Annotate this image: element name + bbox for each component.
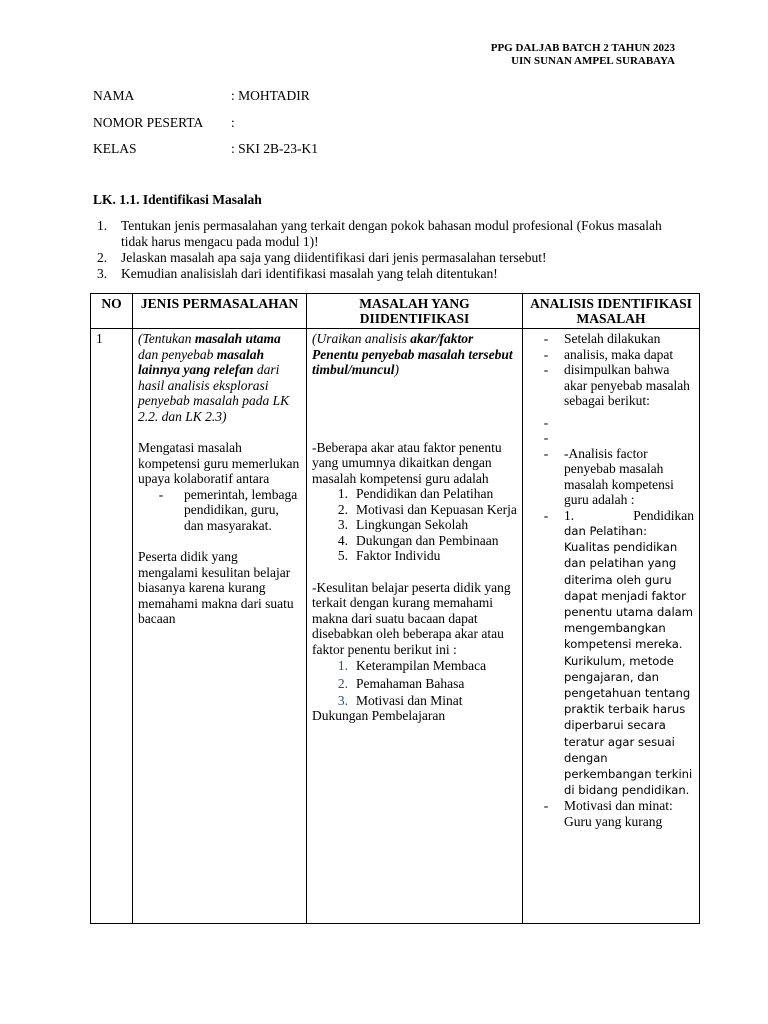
text-span: akar/faktor Penentu penyebab masalah tersebut timbul/muncul <box>312 331 513 377</box>
header-jenis: JENIS PERMASALAHAN <box>133 294 307 329</box>
list-number: 3. <box>337 517 348 532</box>
masalah-paragraph-3: Dukungan Pembelajaran <box>312 707 446 723</box>
list-item: - <box>543 430 549 445</box>
instruction-text: Kemudian analisislah dari identifikasi masalah yang telah ditentukan! <box>121 266 498 281</box>
list-item-text: dan Pelatihan: Kualitas pendidikan dan pelatihan yang diterima oleh guru dapat menjadi faktor penentu utama dalam mengembangkan kompetensi mereka. Kurikulum, metode pengajaran, dan pengetahuan tentang praktik terbaik harus diperbarui secara teratur agar sesuai dengan perkembangan terkini di bidang pendidikan. <box>564 524 694 798</box>
list-item: - Setelah dilakukan <box>543 331 661 346</box>
list-item-head <box>564 508 694 524</box>
list-item <box>312 548 517 564</box>
list-item-text: Keterampilan Membaca <box>356 658 487 673</box>
identity-label: NAMA <box>93 88 135 103</box>
list-item-text: Lingkungan Sekolah <box>356 517 469 532</box>
header-line-2: UIN SUNAN AMPEL SURABAYA <box>511 55 675 67</box>
identification-table <box>90 293 700 924</box>
list-item-text: Pendidikan dan Pelatihan <box>356 486 494 501</box>
header-no: NO <box>91 294 133 329</box>
list-number: 2. <box>337 501 348 517</box>
list-item-text: Motivasi dan Kepuasan Kerja <box>356 501 517 517</box>
header-masalah: MASALAH YANG DIIDENTIFIKASI <box>307 294 523 329</box>
reading-factor-list <box>312 658 517 709</box>
factor-list <box>312 486 517 564</box>
identity-row-nomor <box>93 115 318 142</box>
document-header <box>491 42 675 68</box>
identity-value: : MOHTADIR <box>231 88 310 103</box>
masalah-instruction <box>312 331 517 378</box>
section-title: LK. 1.1. Identifikasi Masalah <box>93 192 262 207</box>
list-item: - Motivasi dan minat: Guru yang kurang <box>528 798 694 829</box>
list-number: 1. <box>337 486 348 501</box>
list-item-text: -Analisis factor penyebab masalah masalah kompetensi guru adalah : <box>564 445 674 507</box>
jenis-sublist <box>138 487 301 534</box>
list-item-text: Motivasi dan minat: Guru yang kurang <box>564 798 673 829</box>
list-item: - 1. Pendidikan dan Pelatihan: Kualitas pendidikan dan pelatihan yang diterima oleh guru dapat menjadi faktor penentu utama dalam mengembangkan kompetensi mereka. Kurikulum, metode pengajaran, dan pengetahuan tentang praktik terbaik harus diperbarui secara teratur agar sesuai dengan perkembangan terkini di bidang pendidikan. <box>543 507 694 798</box>
list-number: 1. <box>564 507 575 523</box>
instruction-number: 3. <box>97 266 108 281</box>
header-line-1: PPG DALJAB BATCH 2 TAHUN 2023 <box>490 42 675 54</box>
masalah-paragraph-1: -Beberapa akar atau faktor penentu yang umumnya dikaitkan dengan masalah kompetensi guru adalah <box>312 439 502 486</box>
list-item <box>312 533 517 549</box>
instruction-item <box>97 218 687 250</box>
list-item <box>312 502 517 518</box>
text-span: (Uraikan analisis <box>312 331 411 346</box>
identity-block <box>93 88 318 168</box>
list-item-text: Setelah dilakukan <box>564 331 661 346</box>
instruction-text: Tentukan jenis permasalahan yang terkait dengan pokok bahasan modul profesional (Fokus masalah tidak harus mengacu pada modul 1)! <box>121 218 662 249</box>
instruction-number: 2. <box>97 250 108 265</box>
header-analisis: ANALISIS IDENTIFIKASI MASALAH <box>523 294 700 329</box>
list-item <box>312 517 517 533</box>
instruction-item <box>97 266 687 282</box>
list-number: 1. <box>337 658 348 673</box>
identity-value: : SKI 2B-23-K1 <box>231 141 318 156</box>
list-item: - <box>543 414 549 430</box>
instruction-list <box>97 218 687 282</box>
jenis-paragraph-2: Peserta didik yang mengalami kesulitan belajar biasanya karena kurang memahami makna dari suatu bacaan <box>138 549 294 626</box>
text-span: dari hasil analisis eksplorasi penyebab masalah pada LK 2.2. dan LK 2.3) <box>138 362 290 424</box>
list-item <box>312 693 517 709</box>
list-item-text: Faktor Individu <box>356 548 441 563</box>
list-item: - pemerintah, lembaga pendidikan, guru, dan masyarakat. <box>138 487 301 534</box>
list-item-text: pemerintah, lembaga pendidikan, guru, dan masyarakat. <box>184 486 298 533</box>
list-item <box>312 658 517 674</box>
jenis-paragraph-1: Mengatasi masalah kompetensi guru memerlukan upaya kolaboratif antara <box>138 440 300 486</box>
list-number: 4. <box>337 532 348 548</box>
identity-value: : <box>231 114 235 130</box>
text-span: (Tentukan <box>138 331 195 346</box>
list-item-text: Dukungan dan Pembinaan <box>356 532 499 548</box>
identity-label: KELAS <box>93 141 137 156</box>
identity-row-nama <box>93 88 318 115</box>
list-item-text: Motivasi dan Minat <box>356 693 463 708</box>
text-span: masalah lainnya yang relefan <box>138 346 264 377</box>
list-item: - analisis, maka dapat <box>543 346 674 362</box>
masalah-paragraph-2: -Kesulitan belajar peserta didik yang terkait dengan kurang memahami makna dari suatu bacaan dapat disebabkan oleh beberapa akar atau faktor penentu berikut ini : <box>312 579 511 657</box>
list-item <box>312 486 517 502</box>
list-item <box>312 676 517 692</box>
text-span: ) <box>394 362 400 377</box>
text-span: dan penyebab <box>138 346 217 362</box>
list-item-text: disimpulkan bahwa akar penyebab masalah sebagai berikut: <box>564 362 690 408</box>
analysis-list <box>528 331 694 829</box>
list-item-text: analisis, maka dapat <box>564 346 674 362</box>
instruction-number: 1. <box>97 218 108 233</box>
list-item: - disimpulkan bahwa akar penyebab masalah sebagai berikut: <box>528 362 694 409</box>
identity-label: NOMOR PESERTA <box>93 114 204 130</box>
table-header-row <box>91 294 700 329</box>
table-row <box>91 329 700 924</box>
cell-masalah-diidentifikasi <box>307 329 523 924</box>
cell-jenis-permasalahan <box>133 329 307 924</box>
cell-no: 1 <box>91 329 133 924</box>
list-number: 2. <box>337 675 348 691</box>
list-number: 3. <box>337 693 348 708</box>
list-number: 5. <box>337 548 348 563</box>
text-span: masalah utama <box>194 331 281 346</box>
list-item: - -Analisis factor penyebab masalah masalah kompetensi guru adalah : <box>528 446 694 508</box>
identity-row-kelas <box>93 141 318 168</box>
list-item-heading: Pendidikan <box>633 507 694 523</box>
instruction-item <box>97 250 687 266</box>
list-item-text: Pemahaman Bahasa <box>356 675 465 691</box>
jenis-instruction <box>138 331 301 424</box>
instruction-text: Jelaskan masalah apa saja yang diidentifikasi dari jenis permasalahan tersebut! <box>121 250 547 265</box>
cell-analisis <box>523 329 700 924</box>
list-item-body <box>564 508 694 799</box>
